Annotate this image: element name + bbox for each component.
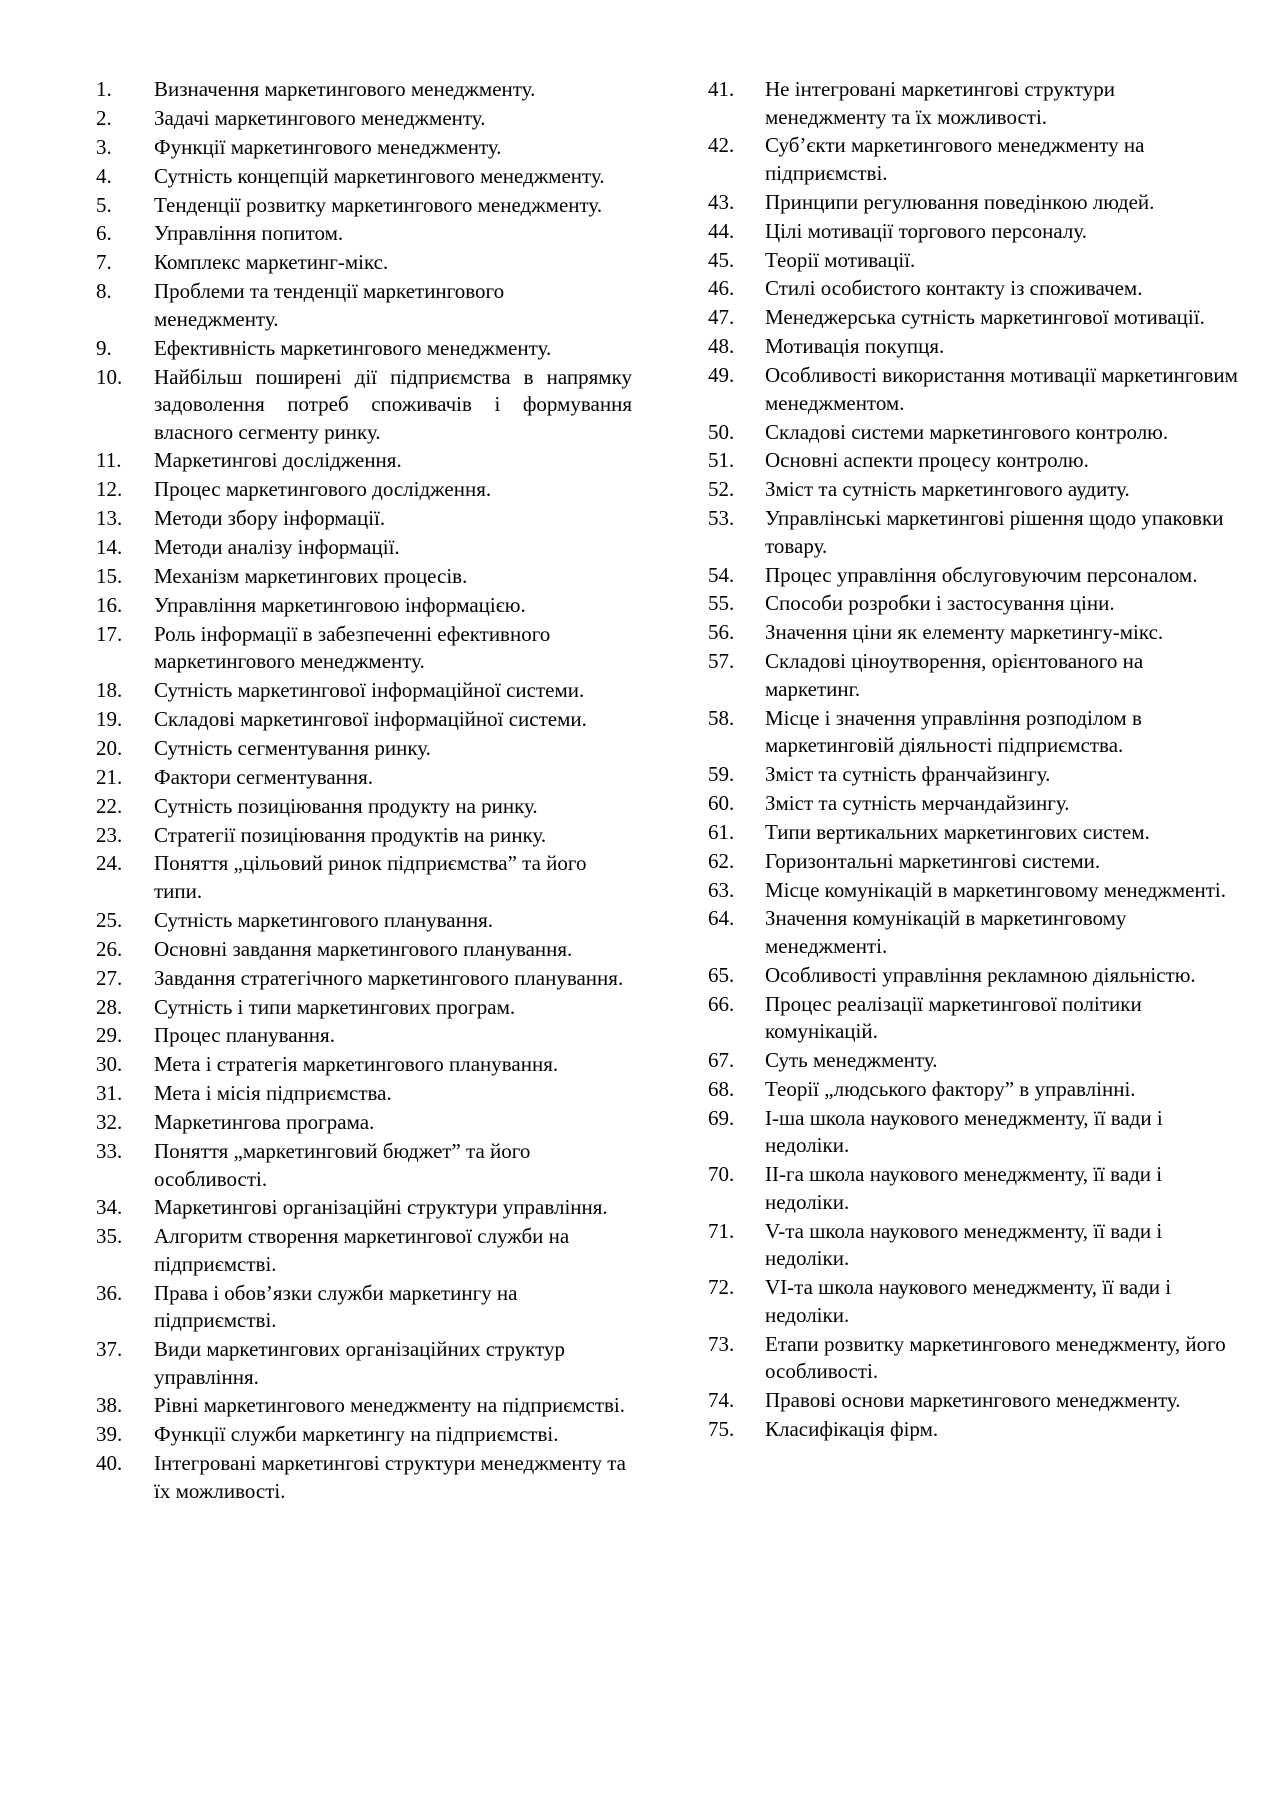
list-item: [708, 1105, 1238, 1160]
list-item: [96, 764, 632, 792]
item-number: 35.: [96, 1224, 123, 1249]
item-number: 58.: [708, 705, 735, 730]
item-number: 43.: [708, 189, 735, 214]
list-item: [96, 134, 632, 162]
item-number: 59.: [708, 762, 735, 787]
list-item: [708, 275, 1238, 303]
list-item: [96, 994, 632, 1022]
item-text: Фактори сегментування.: [154, 764, 374, 789]
list-item: [708, 619, 1238, 647]
list-item: [708, 877, 1238, 905]
list-item: [96, 220, 632, 248]
item-text: Мета і стратегія маркетингового планування.: [154, 1052, 559, 1077]
item-number: 32.: [96, 1110, 123, 1135]
list-item: [96, 1223, 632, 1278]
item-number: 36.: [96, 1280, 123, 1305]
list-item: [708, 1047, 1238, 1075]
item-text: Механізм маркетингових процесів.: [154, 563, 468, 588]
item-number: 31.: [96, 1081, 123, 1106]
list-item: [96, 249, 632, 277]
list-item: [708, 333, 1238, 361]
item-number: 49.: [708, 363, 735, 388]
list-item: [708, 505, 1238, 560]
list-item: [96, 1022, 632, 1050]
item-text: Сутність маркетингового планування.: [154, 907, 494, 932]
list-item: [96, 76, 632, 104]
item-text: Маркетингова програма.: [154, 1110, 375, 1135]
list-item: [96, 706, 632, 734]
item-text: Менеджерська сутність маркетингової мотивації.: [765, 305, 1205, 330]
list-item: [96, 278, 632, 333]
item-number: 19.: [96, 707, 123, 732]
item-number: 45.: [708, 247, 735, 272]
list-item: [96, 1392, 632, 1420]
item-number: 4.: [96, 163, 112, 188]
item-text: Місце комунікацій в маркетинговому менеджменті.: [765, 877, 1226, 902]
item-text: Комплекс маркетинг-мікс.: [154, 250, 389, 275]
item-text: Мета і місія підприємства.: [154, 1081, 392, 1106]
right-column: [708, 76, 1238, 1445]
item-number: 22.: [96, 793, 123, 818]
list-item: [96, 850, 632, 905]
list-item: [96, 335, 632, 363]
item-number: 74.: [708, 1387, 735, 1412]
item-text: Типи вертикальних маркетингових систем.: [765, 819, 1150, 844]
item-number: 75.: [708, 1416, 735, 1441]
item-text: Цілі мотивації торгового персоналу.: [765, 218, 1087, 243]
item-text: Сутність маркетингової інформаційної системи.: [154, 678, 585, 703]
item-text: Особливості використання мотивації маркетинговим менеджментом.: [765, 363, 1238, 415]
item-number: 60.: [708, 790, 735, 815]
list-item: [96, 822, 632, 850]
item-text: Значення ціни як елементу маркетингу-мікс.: [765, 620, 1164, 645]
list-item: [708, 962, 1238, 990]
item-number: 64.: [708, 906, 735, 931]
list-item: [708, 590, 1238, 618]
item-number: 38.: [96, 1393, 123, 1418]
item-text: Сутність концепцій маркетингового менеджменту.: [154, 163, 605, 188]
item-text: Управління маркетинговою інформацією.: [154, 592, 526, 617]
item-text: Управлінські маркетингові рішення щодо упаковки товару.: [765, 506, 1224, 558]
item-text: Особливості управління рекламною діяльністю.: [765, 962, 1196, 987]
item-text: Маркетингові організаційні структури управління.: [154, 1195, 608, 1220]
item-number: 20.: [96, 735, 123, 760]
item-number: 6.: [96, 221, 112, 246]
item-number: 70.: [708, 1162, 735, 1187]
item-text: Не інтегровані маркетингові структури менеджменту та їх можливості.: [765, 77, 1115, 129]
item-text: Поняття „цільовий ринок підприємства” та його типи.: [154, 851, 587, 903]
item-text: Основні завдання маркетингового планування.: [154, 936, 573, 961]
list-item: [708, 362, 1238, 417]
item-number: 51.: [708, 448, 735, 473]
list-item: [708, 1387, 1238, 1415]
item-number: 72.: [708, 1275, 735, 1300]
list-item: [96, 447, 632, 475]
list-item: [96, 936, 632, 964]
item-number: 69.: [708, 1105, 735, 1130]
item-text: Права і обов’язки служби маркетингу на підприємстві.: [154, 1280, 518, 1333]
item-number: 56.: [708, 620, 735, 645]
list-item: [708, 761, 1238, 789]
list-item: [96, 1080, 632, 1108]
item-text: Складові системи маркетингового контролю.: [765, 419, 1169, 444]
item-text: Управління попитом.: [154, 221, 344, 246]
item-number: 52.: [708, 477, 735, 502]
item-text: Суть менеджменту.: [765, 1048, 938, 1073]
list-item: [96, 1336, 632, 1391]
item-text: Визначення маркетингового менеджменту.: [154, 77, 536, 101]
item-text: Складові ціноутворення, орієнтованого на маркетинг.: [765, 649, 1144, 701]
item-text: Мотивація покупця.: [765, 334, 945, 359]
question-list-right: [708, 76, 1238, 1443]
list-item: [96, 735, 632, 763]
item-text: Значення комунікацій в маркетинговому менеджменті.: [765, 906, 1127, 958]
item-text: Класифікація фірм.: [765, 1416, 939, 1441]
left-column: [96, 76, 632, 1507]
item-number: 17.: [96, 621, 123, 646]
item-text: Сутність позиціювання продукту на ринку.: [154, 793, 538, 818]
list-item: [708, 1274, 1238, 1329]
list-item: [96, 476, 632, 504]
item-number: 29.: [96, 1023, 123, 1048]
item-text: Зміст та сутність маркетингового аудиту.: [765, 477, 1130, 502]
item-text: ІІ-га школа наукового менеджменту, її вади і недоліки.: [765, 1162, 1163, 1214]
item-number: 28.: [96, 994, 123, 1019]
item-number: 55.: [708, 591, 735, 616]
item-number: 30.: [96, 1052, 123, 1077]
list-item: [708, 419, 1238, 447]
list-item: [96, 534, 632, 562]
item-number: 39.: [96, 1422, 123, 1447]
item-text: Способи розробки і застосування ціни.: [765, 591, 1115, 616]
item-number: 7.: [96, 250, 112, 275]
list-item: [708, 76, 1238, 131]
item-text: Роль інформації в забезпеченні ефективного маркетингового менеджменту.: [154, 621, 551, 674]
item-number: 46.: [708, 276, 735, 301]
item-text: Принципи регулювання поведінкою людей.: [765, 189, 1155, 214]
item-text: Функції маркетингового менеджменту.: [154, 134, 502, 159]
item-number: 8.: [96, 279, 112, 304]
item-text: Зміст та сутність мерчандайзингу.: [765, 790, 1070, 815]
list-item: [708, 819, 1238, 847]
item-text: Методи збору інформації.: [154, 506, 386, 531]
list-item: [96, 592, 632, 620]
item-number: 10.: [96, 364, 123, 389]
item-text: Задачі маркетингового менеджменту.: [154, 105, 486, 130]
list-item: [708, 1076, 1238, 1104]
item-number: 25.: [96, 907, 123, 932]
item-number: 9.: [96, 335, 112, 360]
list-item: [96, 1138, 632, 1193]
item-text: VІ-та школа наукового менеджменту, її вади і недоліки.: [765, 1275, 1172, 1327]
list-item: [708, 848, 1238, 876]
item-number: 65.: [708, 962, 735, 987]
item-text: V-та школа наукового менеджменту, її вади і недоліки.: [765, 1218, 1163, 1271]
list-item: [96, 1194, 632, 1222]
list-item: [96, 621, 632, 676]
list-item: [708, 991, 1238, 1046]
item-text: Місце і значення управління розподілом в маркетинговій діяльності підприємства.: [765, 705, 1142, 758]
item-number: 67.: [708, 1048, 735, 1073]
list-item: [708, 1218, 1238, 1273]
item-text: Стратегії позиціювання продуктів на ринку.: [154, 822, 547, 847]
question-list-left: [96, 76, 632, 1505]
item-text: Проблеми та тенденції маркетингового менеджменту.: [154, 279, 505, 331]
list-item: [96, 105, 632, 133]
item-text: Поняття „маркетинговий бюджет” та його особливості.: [154, 1139, 531, 1191]
item-text: Ефективність маркетингового менеджменту.: [154, 335, 552, 360]
item-number: 61.: [708, 819, 735, 844]
item-number: 37.: [96, 1337, 123, 1362]
item-text: Стилі особистого контакту із споживачем.: [765, 276, 1143, 301]
item-text: Методи аналізу інформації.: [154, 535, 400, 560]
item-text: Найбільш поширені дії підприємства в напрямку задоволення потреб споживачів і формування власного сегменту ринку.: [154, 364, 632, 444]
list-item: [96, 677, 632, 705]
item-number: 34.: [96, 1195, 123, 1220]
item-number: 40.: [96, 1451, 123, 1476]
item-number: 54.: [708, 562, 735, 587]
item-text: Процес маркетингового дослідження.: [154, 477, 492, 502]
item-text: Алгоритм створення маркетингової служби на підприємстві.: [154, 1224, 570, 1276]
list-item: [708, 790, 1238, 818]
list-item: [96, 505, 632, 533]
list-item: [708, 476, 1238, 504]
item-text: Функції служби маркетингу на підприємстві.: [154, 1422, 559, 1447]
item-number: 27.: [96, 965, 123, 990]
list-item: [96, 1421, 632, 1449]
item-text: Процес реалізації маркетингової політики комунікацій.: [765, 991, 1142, 1044]
item-number: 23.: [96, 822, 123, 847]
list-item: [708, 189, 1238, 217]
item-number: 1.: [96, 77, 112, 101]
item-text: Зміст та сутність франчайзингу.: [765, 762, 1051, 787]
item-number: 24.: [96, 851, 123, 876]
item-text: Суб’єкти маркетингового менеджменту на підприємстві.: [765, 133, 1145, 185]
list-item: [708, 247, 1238, 275]
list-item: [96, 793, 632, 821]
item-number: 44.: [708, 218, 735, 243]
item-number: 66.: [708, 991, 735, 1016]
item-number: 2.: [96, 105, 112, 130]
item-text: Етапи розвитку маркетингового менеджменту, його особливості.: [765, 1331, 1226, 1383]
item-number: 13.: [96, 506, 123, 531]
list-item: [708, 1331, 1238, 1386]
item-text: Види маркетингових організаційних структур управління.: [154, 1337, 565, 1389]
item-number: 21.: [96, 764, 123, 789]
item-text: Сутність сегментування ринку.: [154, 735, 431, 760]
item-text: Рівні маркетингового менеджменту на підприємстві.: [154, 1393, 626, 1418]
item-number: 42.: [708, 133, 735, 158]
list-item: [96, 1051, 632, 1079]
item-text: Інтегровані маркетингові структури менеджменту та їх можливості.: [154, 1451, 626, 1503]
item-number: 48.: [708, 334, 735, 359]
list-item: [96, 907, 632, 935]
item-number: 68.: [708, 1077, 735, 1102]
list-item: [96, 1109, 632, 1137]
list-item: [96, 1280, 632, 1335]
list-item: [708, 1161, 1238, 1216]
item-text: Процес планування.: [154, 1023, 335, 1048]
list-item: [708, 905, 1238, 960]
item-number: 57.: [708, 649, 735, 674]
item-number: 11.: [96, 448, 122, 473]
item-number: 47.: [708, 305, 735, 330]
list-item: [708, 562, 1238, 590]
item-number: 5.: [96, 192, 112, 217]
item-text: І-ша школа наукового менеджменту, її вади і недоліки.: [765, 1105, 1163, 1158]
item-text: Тенденції розвитку маркетингового менеджменту.: [154, 192, 603, 217]
item-number: 26.: [96, 936, 123, 961]
list-item: [708, 304, 1238, 332]
list-item: [96, 563, 632, 591]
list-item: [708, 218, 1238, 246]
item-text: Процес управління обслуговуючим персоналом.: [765, 562, 1198, 587]
item-text: Маркетингові дослідження.: [154, 448, 402, 473]
item-number: 16.: [96, 592, 123, 617]
item-text: Складові маркетингової інформаційної системи.: [154, 707, 587, 732]
list-item: [96, 965, 632, 993]
item-text: Основні аспекти процесу контролю.: [765, 448, 1089, 473]
item-number: 18.: [96, 678, 123, 703]
item-number: 41.: [708, 77, 735, 101]
item-number: 3.: [96, 134, 112, 159]
item-number: 62.: [708, 848, 735, 873]
item-number: 53.: [708, 506, 735, 531]
item-text: Горизонтальні маркетингові системи.: [765, 848, 1101, 873]
list-item: [708, 648, 1238, 703]
item-text: Правові основи маркетингового менеджменту.: [765, 1387, 1181, 1412]
item-text: Теорії мотивації.: [765, 247, 916, 272]
item-number: 63.: [708, 877, 735, 902]
list-item: [96, 192, 632, 220]
list-item: [708, 1416, 1238, 1444]
list-item: [96, 364, 632, 447]
item-number: 14.: [96, 535, 123, 560]
list-item: [96, 1450, 632, 1505]
item-number: 73.: [708, 1331, 735, 1356]
item-number: 33.: [96, 1139, 123, 1163]
item-number: 12.: [96, 477, 123, 502]
item-text: Сутність і типи маркетингових програм.: [154, 994, 516, 1019]
list-item: [708, 705, 1238, 760]
list-item: [708, 132, 1238, 187]
list-item: [708, 447, 1238, 475]
item-number: 50.: [708, 419, 735, 444]
list-item: [96, 163, 632, 191]
item-number: 15.: [96, 563, 123, 588]
item-number: 71.: [708, 1218, 735, 1243]
item-text: Теорії „людського фактору” в управлінні.: [765, 1077, 1136, 1102]
item-text: Завдання стратегічного маркетингового планування.: [154, 965, 624, 990]
